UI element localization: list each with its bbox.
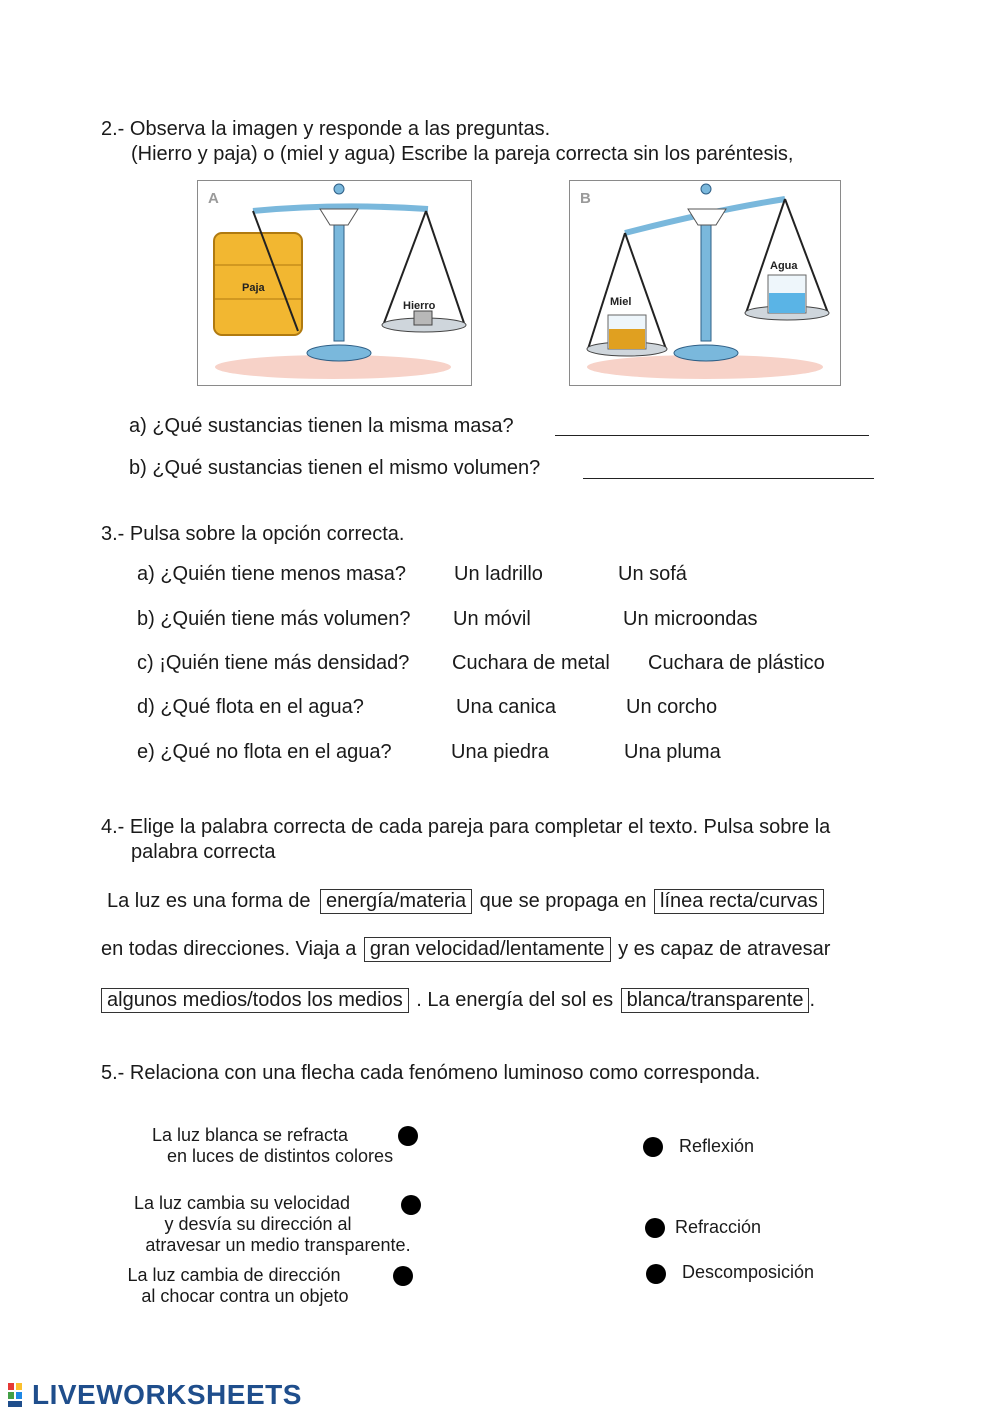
q4-title-cont: palabra correcta [131,841,276,863]
q3-option[interactable]: Una piedra [451,741,549,763]
q3-option[interactable]: Cuchara de metal [452,652,610,674]
q3-option[interactable]: Cuchara de plástico [648,652,825,674]
phenomenon-name-decomposition: Descomposición [682,1262,815,1282]
logo-text: LIVEWORKSHEETS [32,1379,302,1410]
phenomenon-text: La luz cambia su velocidad [133,1193,351,1213]
q3-option[interactable]: Un microondas [623,608,758,630]
word-choice-line[interactable]: línea recta/curvas [654,889,824,914]
phenomenon-name-refraction: Refracción [675,1217,762,1237]
q4-text: La luz es una forma de [107,890,311,912]
q3-option[interactable]: Una canica [456,696,557,718]
word-choice-media[interactable]: algunos medios/todos los medios [101,988,409,1013]
q3-question: d) ¿Qué flota en el agua? [137,696,364,718]
iron-weight [414,311,432,325]
q4-text: . [809,989,816,1011]
q3-option[interactable]: Una pluma [624,741,721,763]
phenomenon-text: La luz blanca se refracta [151,1125,349,1145]
honey [609,329,645,349]
iron-label: Hierro [403,300,436,312]
q4-title: 4.- Elige la palabra correcta de cada pareja para completar el texto. Pulsa sobre la [101,816,831,838]
pivot [701,184,711,194]
q5-title: 5.- Relaciona con una flecha cada fenómeno luminoso como corresponda. [101,1062,761,1084]
q4-text: que se propaga en [479,890,647,912]
word-choice-speed[interactable]: gran velocidad/lentamente [364,937,611,962]
honey-label: Miel [610,296,632,308]
answer-line-b[interactable] [583,478,874,479]
dial [320,209,358,225]
q3-option[interactable]: Un ladrillo [454,563,543,585]
phenomenon-name-reflection: Reflexión [679,1136,755,1156]
pillar [701,221,711,341]
q4-line-3 [101,988,815,1013]
q2-subtitle: (Hierro y paja) o (miel y agua) Escribe la pareja correcta sin los paréntesis, [131,143,794,165]
phenomenon-2 [120,1193,436,1256]
match-dot-right-1[interactable] [643,1137,663,1157]
dial [688,209,726,225]
match-dot-right-3[interactable] [646,1264,666,1284]
phenomenon-text: La luz cambia de dirección [127,1265,341,1285]
q3-question: a) ¿Quién tiene menos masa? [137,563,407,585]
answer-line-a[interactable] [555,435,869,436]
balance-a-illustration [198,181,471,385]
figure-letter-a: A [208,190,219,207]
phenomenon-text: al chocar contra un objeto [141,1286,349,1306]
word-choice-energy[interactable]: energía/materia [320,889,472,914]
straw-label: Paja [242,282,265,294]
balance-figure-b [569,180,841,386]
phenomenon-1 [140,1125,420,1167]
q2-question-b: b) ¿Qué sustancias tienen el mismo volumen? [129,457,541,479]
phenomenon-text: y desvía su dirección al [164,1214,352,1234]
q4-text: . La energía del sol es [416,989,614,1011]
match-dot-left-2[interactable] [401,1195,421,1215]
pillar [334,221,344,341]
figure-letter-b: B [580,190,591,207]
water [769,293,805,313]
water-label: Agua [770,260,798,272]
q3-question: e) ¿Qué no flota en el agua? [137,741,392,763]
match-dot-left-3[interactable] [393,1266,413,1286]
phenomenon-text: en luces de distintos colores [166,1146,394,1166]
q4-line-1 [107,889,824,914]
q3-question: b) ¿Quién tiene más volumen? [137,608,411,630]
q2-title: 2.- Observa la imagen y responde a las preguntas. [101,118,551,140]
q3-option[interactable]: Un sofá [618,563,687,585]
phenomenon-text: atravesar un medio transparente. [145,1235,411,1255]
q4-line-2 [101,937,830,962]
match-dot-right-2[interactable] [645,1218,665,1238]
word-choice-color[interactable]: blanca/transparente [621,988,810,1013]
balance-b-illustration [570,181,840,385]
phenomenon-3 [120,1265,430,1307]
balance-figure-a [197,180,472,386]
match-dot-left-1[interactable] [398,1126,418,1146]
q4-text: y es capaz de atravesar [618,938,831,960]
liveworksheets-logo[interactable] [8,1379,302,1411]
q3-option[interactable]: Un móvil [453,608,531,630]
q3-question: c) ¡Quién tiene más densidad? [137,652,410,674]
q2-question-a: a) ¿Qué sustancias tienen la misma masa? [129,415,514,437]
liveworksheets-logo-icon [8,1383,30,1407]
q4-text: en todas direcciones. Viaja a [101,938,357,960]
q3-option[interactable]: Un corcho [626,696,718,718]
pivot [334,184,344,194]
base [307,345,371,361]
base [674,345,738,361]
q3-title: 3.- Pulsa sobre la opción correcta. [101,523,405,545]
